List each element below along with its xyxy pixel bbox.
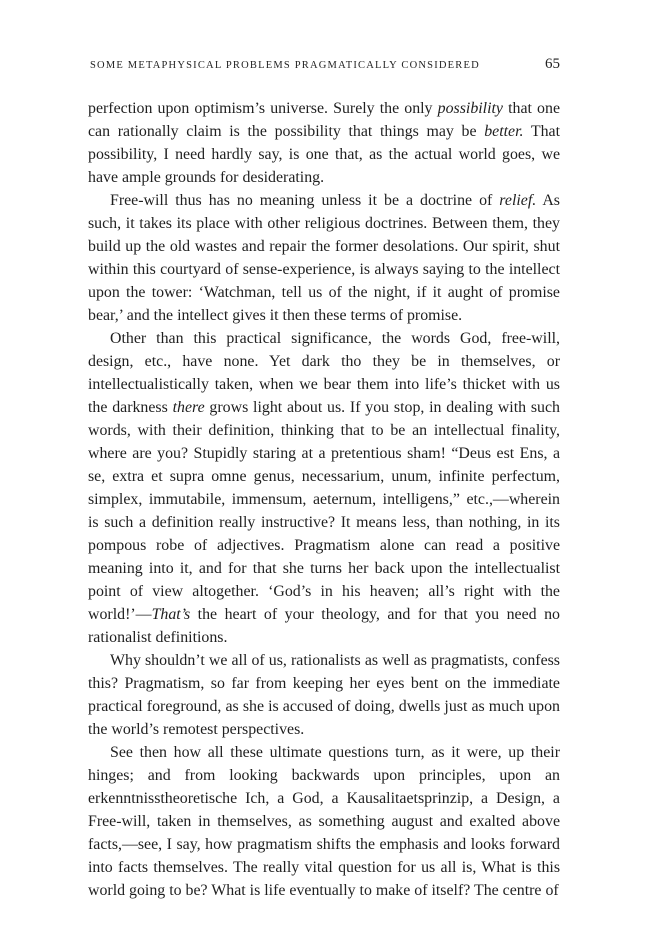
page-number: 65 (545, 56, 560, 72)
paragraph-1 (88, 97, 560, 189)
paragraph-4-text-a: Why shouldn’t we all of us, rationalists as well as pragmatists, confess this? Pragmatism, so far from keeping her eyes bent on the immediate practical foreground, as she is accused of doing, dwells just as much upon the world’s remotest perspectives. (88, 652, 560, 738)
paragraph-5-text-a: See then how all these ultimate questions turn, as it were, up their hinges; and from looking backwards upon principles, upon an erkenntnisstheoretische Ich, a God, a Kausalitaetsprinzip, a Design, a Free-will, taken in themselves, as something august and exalted above facts,—see, I say, how pragmatism shifts the emphasis and looks forward into facts themselves. The really vital question for us all is, What is this world going to be? What is life eventually to make of itself? The centre of (88, 744, 560, 899)
paragraph-5 (88, 741, 560, 902)
running-head: SOME METAPHYSICAL PROBLEMS PRAGMATICALLY CONSIDERED (90, 60, 480, 71)
paragraph-3-text-a: Other than this practical significance, the words God, free-will, design, etc., have none. Yet dark tho they be in themselves, or intellectualistically taken, when we bear them into life’s thicket with us the darkness (88, 330, 560, 416)
paragraph-2-text-b: As such, it takes its place with other religious doctrines. Between them, they build up the old wastes and repair the former desolations. Our spirit, shut within this courtyard of sense-experience, is always saying to the intellect upon the tower: ‘Watchman, tell us of the night, if it aught of promise bear,’ and the intellect gives it then these terms of promise. (88, 192, 560, 324)
paragraph-2 (88, 189, 560, 327)
paragraph-3-text-c: the heart of your theology, and for that you need no rationalist definitions. (88, 606, 560, 646)
paragraph-3-text-b: grows light about us. If you stop, in dealing with such words, with their definition, thinking that to be an intellectual finality, where are you? Stupidly staring at a pretentious sham! “Deus est Ens, a se, extra et supra omne genus, necessarium, unum, infinite perfectum, simplex, immutabile, immensum, aeternum, intelligens,” etc.,—wherein is such a definition really instructive? It means less, than nothing, in its pompous robe of adjectives. Pragmatism alone can read a positive meaning into it, and for that she turns her back upon the intellectualist point of view altogether. ‘God’s in his heaven; all’s right with the world!’— (88, 399, 560, 623)
paragraph-3-emphasis-2: That’s (151, 606, 191, 623)
paragraph-1-text-b: that one can rationally claim is the possibility that things may be (88, 100, 560, 140)
paragraph-1-emphasis-2: better. (484, 123, 524, 140)
paragraph-4 (88, 649, 560, 741)
paragraph-1-text-c: That possibility, I need hardly say, is one that, as the actual world goes, we have ample grounds for desiderating. (88, 123, 560, 186)
paragraph-3 (88, 327, 560, 649)
paragraph-3-emphasis-1: there (172, 399, 205, 416)
paragraph-1-emphasis-1: possibility (437, 100, 503, 117)
paragraph-1-text-a: perfection upon optimism’s universe. Surely the only (88, 100, 438, 117)
body-text (88, 97, 560, 902)
paragraph-2-emphasis-1: relief. (499, 192, 537, 209)
paragraph-2-text-a: Free-will thus has no meaning unless it be a doctrine of (110, 192, 500, 209)
